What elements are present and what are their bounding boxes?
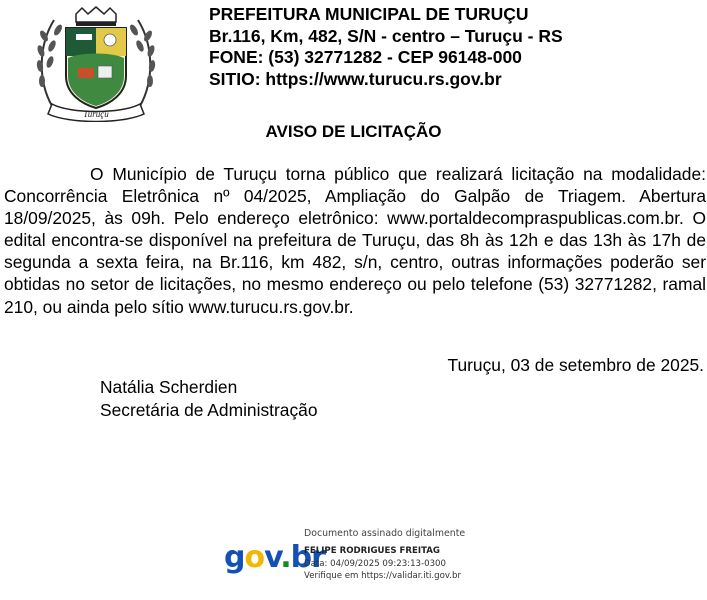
signatory-role: Secretária de Administração	[100, 399, 318, 420]
signature-date: Data: 04/09/2025 09:23:13-0300	[304, 558, 446, 569]
signatory-name: Natália Scherdien	[100, 377, 238, 397]
municipality-phone: FONE: (53) 32771282 - CEP 96148-000	[209, 47, 522, 67]
letterhead	[0, 0, 707, 125]
govbr-logo: gov.br	[224, 540, 325, 575]
svg-text:Turuçu: Turuçu	[83, 109, 109, 119]
notice-body	[4, 163, 706, 318]
digital-signature-details	[304, 528, 465, 583]
signer-name: FELIPE RODRIGUES FREITAG	[304, 545, 440, 556]
municipal-crest-icon	[30, 6, 162, 122]
notice-paragraph: O Município de Turuçu torna público que realizará licitação na modalidade: Concorrência Eletrônica nº 04/2025, Ampliação do Galpão de Triagem. Abertura 18/09/2025, às 09h. Pelo endereço eletrônico: www.portaldecompraspublicas.com.br. O edital encontra-se disponível na prefeitura de Turuçu, das 8h às 12h e das 13h às 17h de segunda a sexta feira, na Br.116, km 482, s/n, centro, outras informações poderão ser obtidas no setor de licitações, no mesmo endereço ou pelo telefone (53) 32771282, ramal 210, ou ainda pelo sítio www.turucu.rs.gov.br.	[4, 164, 706, 317]
date-line: Turuçu, 03 de setembro de 2025.	[447, 355, 704, 375]
municipality-address: Br.116, Km, 482, S/N - centro – Turuçu - RS	[209, 25, 563, 46]
digital-signature-stamp	[218, 520, 518, 600]
signature-verify-link: Verifique em https://validar.iti.gov.br	[304, 571, 461, 582]
municipality-name: PREFEITURA MUNICIPAL DE TURUÇU	[209, 4, 529, 24]
municipality-website: SITIO: https://www.turucu.rs.gov.br	[209, 68, 502, 89]
notice-title: AVISO DE LICITAÇÃO	[265, 122, 442, 141]
signature-heading: Documento assinado digitalmente	[304, 528, 466, 539]
signature-block	[100, 376, 318, 421]
